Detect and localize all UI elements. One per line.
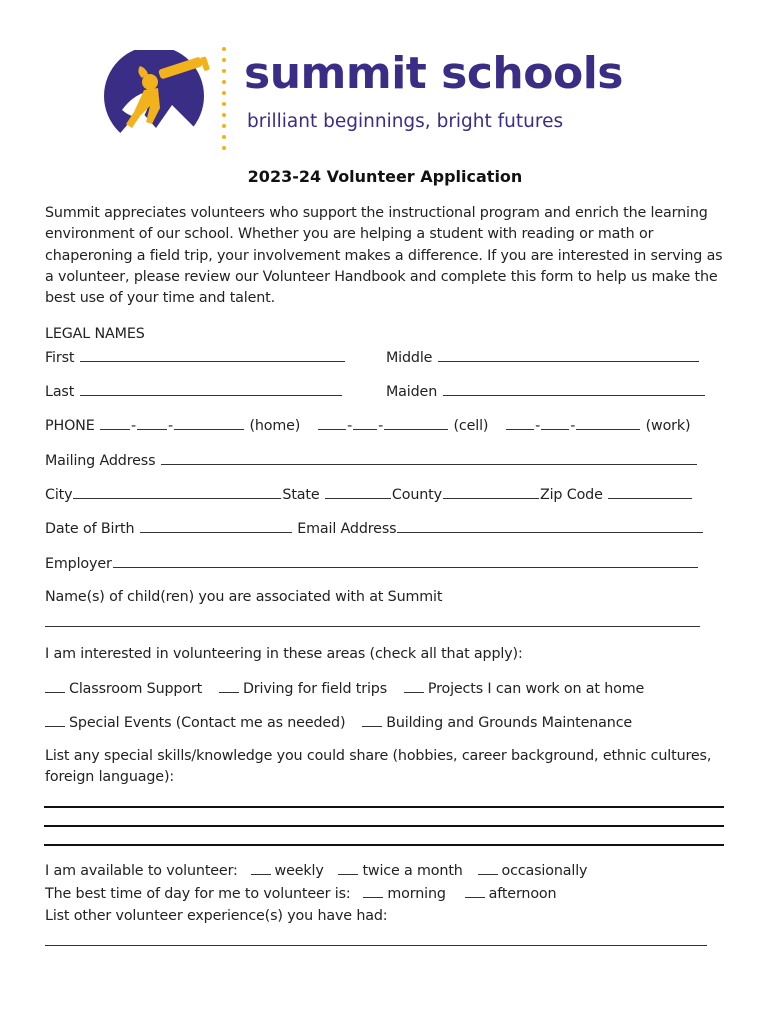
form-title: 2023-24 Volunteer Application [247, 167, 523, 186]
dash: - [347, 418, 353, 434]
dash: - [168, 418, 174, 434]
last-name-label: Last [45, 384, 75, 400]
skills-prompt: List any special skills/knowledge you could share (hobbies, career background, ethnic cultures, foreign language): [45, 748, 712, 786]
experience-prompt: List other volunteer experience(s) you have had: [45, 908, 388, 924]
home-number-field[interactable] [174, 416, 244, 430]
interest-option-label: Projects I can work on at home [427, 681, 645, 697]
maiden-name-label: Maiden [386, 384, 438, 400]
phone-label: PHONE [45, 418, 95, 434]
interests-prompt: I am interested in volunteering in these areas (check all that apply): [45, 646, 523, 662]
interest-option-label: Driving for field trips [242, 681, 388, 697]
skills-answer-line[interactable] [44, 825, 724, 827]
dob-row [45, 519, 704, 538]
dob-field[interactable] [140, 519, 292, 533]
interest-option-label: Building and Grounds Maintenance [386, 715, 633, 731]
employer-row [45, 554, 699, 573]
email-field[interactable] [397, 519, 703, 533]
middle-name-field[interactable] [438, 348, 699, 362]
mailing-address-label: Mailing Address [45, 453, 156, 469]
skills-answer-line[interactable] [44, 844, 724, 846]
intro-paragraph: Summit appreciates volunteers who support the instructional program and enrich the learning environment of our school. Whether you are helping a student with reading or math or chaperoning a field trip, your involvement makes a difference. If you are interested in serving as a volunteer, please review our Volunteer Handbook and complete this form to help us make the best use of your time and talent. [45, 205, 723, 307]
zip-label: Zip Code [539, 487, 603, 503]
first-name-row [45, 348, 346, 367]
employer-label: Employer [45, 556, 112, 572]
maiden-name-field[interactable] [443, 382, 705, 396]
brand-name: summit schools [244, 48, 623, 99]
checkbox-line[interactable] [465, 884, 485, 898]
first-name-field[interactable] [80, 348, 345, 362]
checkbox-line[interactable] [219, 679, 239, 693]
children-label: Name(s) of child(ren) you are associated with at Summit [45, 589, 443, 605]
work-label: (work) [645, 418, 691, 434]
dash: - [535, 418, 541, 434]
brand-tagline: brilliant beginnings, bright futures [247, 111, 564, 132]
best-time-option: morning [387, 886, 446, 902]
dash: - [378, 418, 384, 434]
availability-row [45, 861, 587, 880]
county-label: County [391, 487, 442, 503]
checkbox-line[interactable] [404, 679, 424, 693]
state-label: State [282, 487, 320, 503]
availability-prompt: I am available to volunteer: [45, 863, 238, 879]
cell-number-field[interactable] [384, 416, 448, 430]
availability-option: weekly [274, 863, 324, 879]
work-area-field[interactable] [506, 416, 534, 430]
interest-option-label: Special Events (Contact me as needed) [69, 715, 346, 731]
middle-name-row [386, 348, 700, 367]
interest-option-label: Classroom Support [69, 681, 203, 697]
home-area-field[interactable] [100, 416, 130, 430]
last-name-field[interactable] [80, 382, 342, 396]
home-prefix-field[interactable] [137, 416, 167, 430]
cell-area-field[interactable] [318, 416, 346, 430]
dash: - [131, 418, 137, 434]
last-name-row [45, 382, 343, 401]
dash: - [570, 418, 576, 434]
availability-option: occasionally [501, 863, 588, 879]
first-name-label: First [45, 350, 75, 366]
skills-answer-line[interactable] [44, 806, 724, 808]
work-number-field[interactable] [576, 416, 640, 430]
checkbox-line[interactable] [478, 861, 498, 875]
city-field[interactable] [73, 485, 281, 499]
checkbox-line[interactable] [45, 679, 65, 693]
checkbox-line[interactable] [45, 713, 65, 727]
interests-row-1 [45, 679, 644, 698]
checkbox-line[interactable] [338, 861, 358, 875]
phone-row [45, 416, 690, 435]
mailing-address-field[interactable] [161, 451, 697, 465]
state-field[interactable] [325, 485, 391, 499]
child-with-telescope-logo [100, 50, 212, 145]
best-time-prompt: The best time of day for me to volunteer is: [45, 886, 351, 902]
city-label: City [45, 487, 73, 503]
checkbox-line[interactable] [363, 884, 383, 898]
county-field[interactable] [443, 485, 539, 499]
city-row [45, 485, 693, 504]
dotted-divider [221, 46, 227, 154]
home-label: (home) [249, 418, 301, 434]
legal-names-heading: LEGAL NAMES [45, 326, 145, 342]
employer-field[interactable] [113, 554, 698, 568]
experience-field[interactable] [45, 945, 707, 946]
dob-label: Date of Birth [45, 521, 135, 537]
best-time-option: afternoon [488, 886, 557, 902]
interests-row-2 [45, 713, 632, 732]
best-time-row [45, 884, 556, 903]
middle-name-label: Middle [386, 350, 433, 366]
work-prefix-field[interactable] [541, 416, 569, 430]
email-label: Email Address [297, 521, 397, 537]
cell-prefix-field[interactable] [353, 416, 377, 430]
maiden-name-row [386, 382, 706, 401]
cell-label: (cell) [453, 418, 489, 434]
checkbox-line[interactable] [362, 713, 382, 727]
mailing-address-row [45, 451, 698, 470]
children-field[interactable] [45, 626, 700, 627]
availability-option: twice a month [362, 863, 463, 879]
zip-field[interactable] [608, 485, 692, 499]
checkbox-line[interactable] [251, 861, 271, 875]
